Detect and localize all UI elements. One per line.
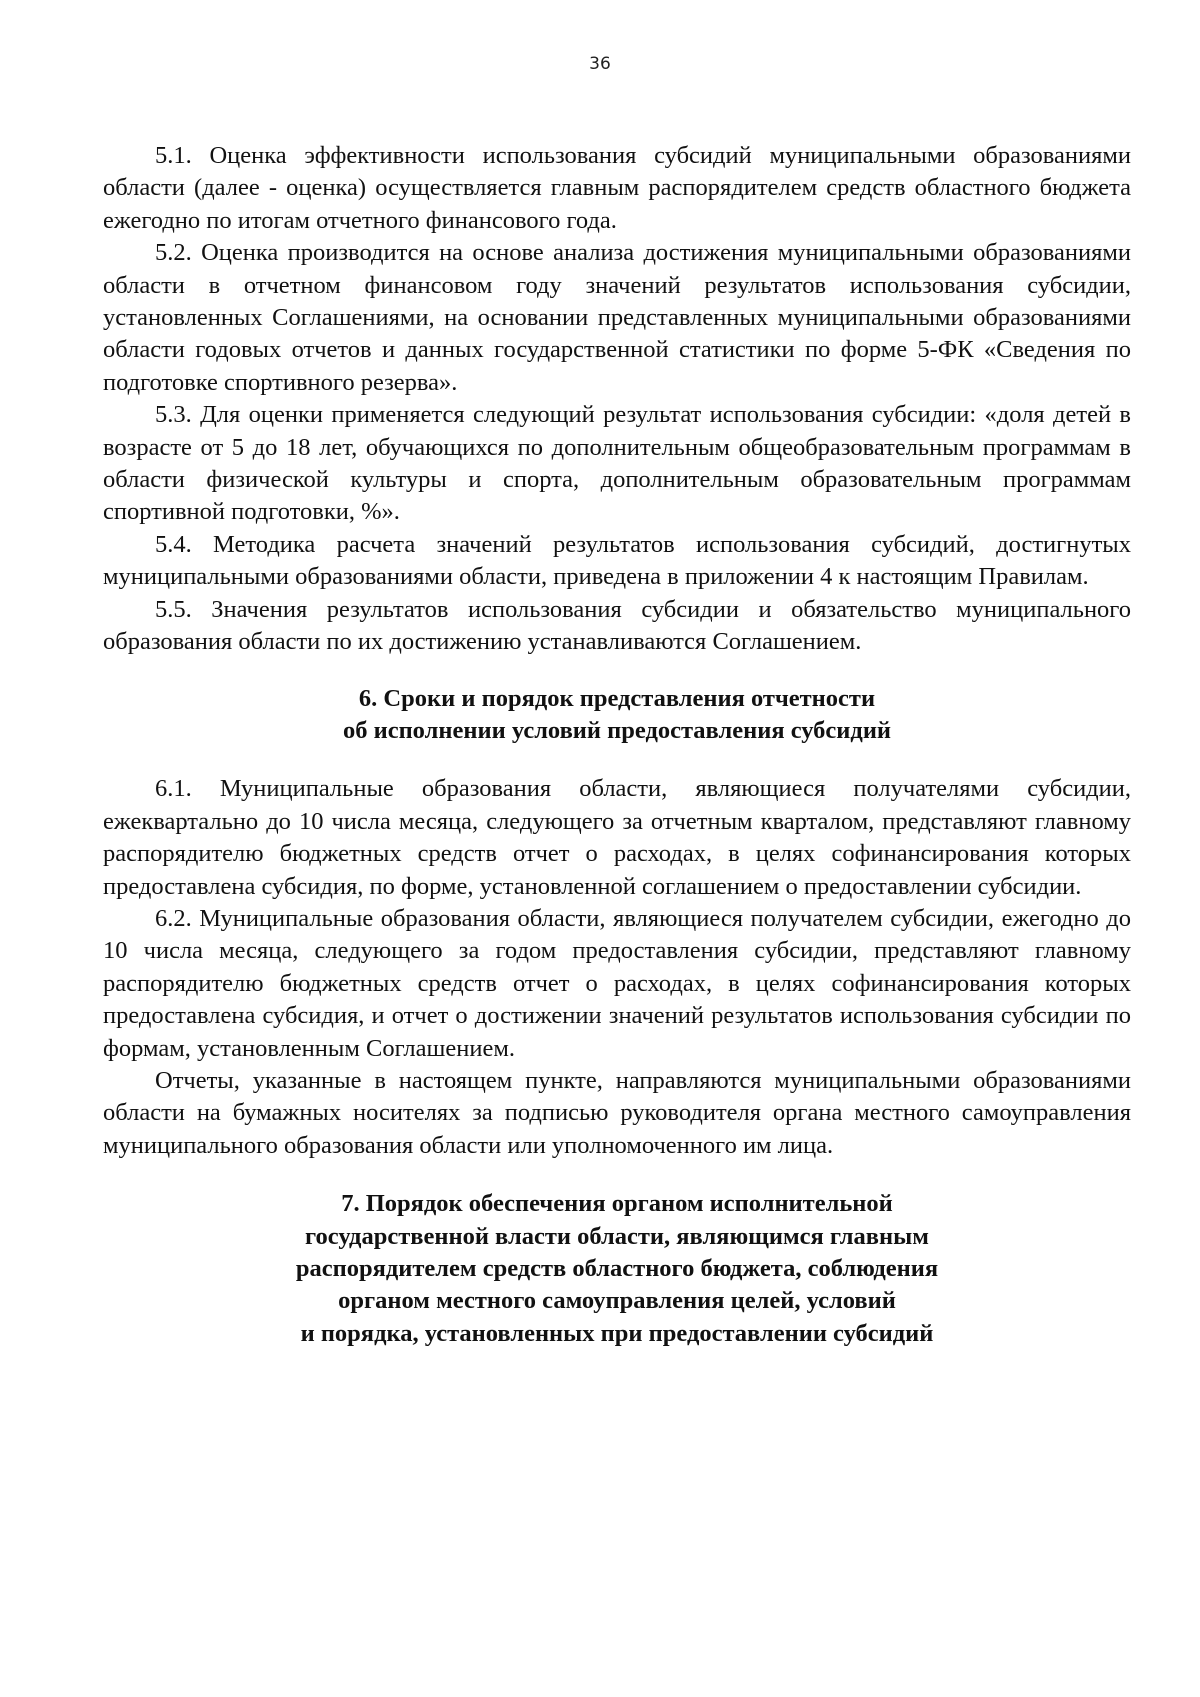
paragraph-5-1: 5.1. Оценка эффективности использования субсидий муниципальными образованиями области (далее - оценка) осуществляется главным распорядителем средств областного бюджета ежегодно по итогам отчетного финансового года. — [103, 142, 1131, 234]
document-body — [103, 140, 1131, 1350]
section-6-heading-line-1: 6. Сроки и порядок представления отчетности — [358, 684, 876, 712]
section-7-heading-line-1: 7. Порядок обеспечения органом исполнительной — [341, 1190, 893, 1218]
paragraph-6-2: 6.2. Муниципальные образования области, являющиеся получателем субсидии, ежегодно до 10 числа месяца, следующего за годом предоставления субсидии, представляют главному распорядителю бюджетных средств отчет о расходах, в целях софинансирования которых предоставлена субсидия, и отчет о достижении значений результатов использования субсидии по формам, установленным Соглашением. — [103, 904, 1131, 1062]
spacer — [103, 1162, 1131, 1188]
section-6-heading — [103, 683, 1131, 748]
page-number: 36 — [589, 54, 611, 74]
paragraph-5-3: 5.3. Для оценки применяется следующий результат использования субсидии: «доля детей в возрасте от 5 до 18 лет, обучающихся по дополнительным общеобразовательным программам в области физической культуры и спорта, дополнительным образовательным программам спортивной подготовки, %». — [103, 401, 1131, 526]
paragraph-6-1: 6.1. Муниципальные образования области, являющиеся получателями субсидии, ежеквартально до 10 числа месяца, следующего за отчетным кварталом, представляют главному распорядителю бюджетных средств отчет о расходах, в целях софинансирования которых предоставлена субсидия, по форме, установленной соглашением о предоставлении субсидии. — [103, 775, 1131, 900]
section-7-heading-line-3: распорядителем средств областного бюджета, соблюдения — [295, 1255, 939, 1282]
section-7-heading — [103, 1188, 1131, 1350]
paragraph-5-2: 5.2. Оценка производится на основе анализа достижения муниципальными образованиями области в отчетном финансовом году значений результатов использования субсидии, установленных Соглашениями, на основании представленных муниципальными образованиями области годовых отчетов и данных государственной статистики по форме 5-ФК «Сведения по подготовке спортивного резерва». — [103, 239, 1131, 396]
paragraph-6-reports: Отчеты, указанные в настоящем пункте, направляются муниципальными образованиями области на бумажных носителях за подписью руководителя органа местного самоуправления муниципального образования области или уполномоченного им лица. — [103, 1066, 1131, 1159]
spacer — [103, 659, 1131, 683]
section-6-heading-line-2: об исполнении условий предоставления субсидий — [342, 716, 892, 744]
section-7-heading-line-5: и порядка, установленных при предоставлении субсидий — [300, 1319, 934, 1347]
section-7-heading-line-4: органом местного самоуправления целей, условий — [338, 1287, 896, 1315]
spacer — [103, 747, 1131, 773]
section-7-heading-line-2: государственной власти области, являющимся главным — [305, 1222, 929, 1250]
paragraph-5-5: 5.5. Значения результатов использования субсидии и обязательство муниципального образования области по их достижению устанавливаются Соглашением. — [103, 595, 1131, 656]
paragraph-5-4: 5.4. Методика расчета значений результатов использования субсидий, достигнутых муниципальными образованиями области, приведена в приложении 4 к настоящим Правилам. — [103, 530, 1131, 591]
